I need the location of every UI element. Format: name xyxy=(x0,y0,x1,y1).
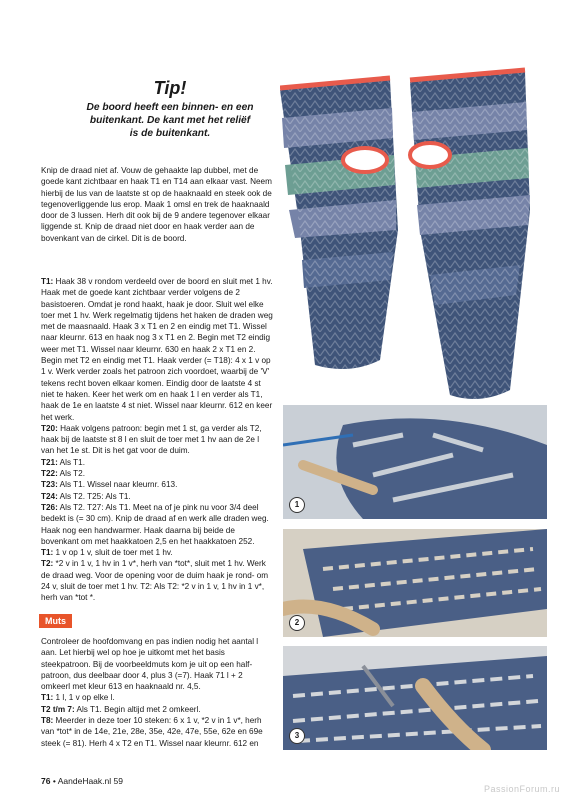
step xyxy=(41,276,274,423)
step-text: Meerder in deze toer 10 steken: 6 x 1 v, *2 v in 1 v*, herh van *tot* in de 14e, 21e, 28e, 35e, 42e, 47e, 55e, 62e en 69e steek (= 81). Herh 4 x T2 en T1. Wissel naar kleurnr. 612 en xyxy=(41,716,263,748)
page-number: 76 xyxy=(41,776,51,786)
step-label: T2 t/m 7: xyxy=(41,704,75,714)
step-label: T2: xyxy=(41,559,54,569)
tip-title: Tip! xyxy=(153,78,187,98)
step-label: T22: xyxy=(41,469,58,479)
page-footer xyxy=(41,776,123,786)
step-photo-2 xyxy=(283,529,547,637)
magazine-name: AandeHaak.nl 59 xyxy=(57,776,123,786)
step xyxy=(41,468,274,479)
step xyxy=(41,704,274,715)
tip-line: buitenkant. De kant met het reliëf xyxy=(89,115,251,126)
thumb-hole xyxy=(343,148,387,172)
crochet-closeup-1 xyxy=(283,405,547,519)
crochet-closeup-2 xyxy=(283,529,547,637)
step xyxy=(41,636,274,692)
step-label: T20: xyxy=(41,423,58,433)
watermark: PassionForum.ru xyxy=(483,784,560,794)
step-text: Als T1. Wissel naar kleurnr. 613. xyxy=(57,480,178,490)
tip-line: is de buitenkant. xyxy=(129,128,211,139)
section-tag-muts: Muts xyxy=(39,614,72,628)
step-label: T1: xyxy=(41,277,54,286)
step-text: Haak 38 v rondom verdeeld over de boord en sluit met 1 hv. Haak met de goede kant zichtbaar verder volgens de 2 basistoeren. Omdat je rond haakt, haak je door. Sluit wel elke toer met 1 hv. Werk regelmatig tijdens het haken de draden weg met de maasnaald. Haak 3 x T1 en 2 en eindig met T1. Wissel naar kleurnr. 613 en haak nog 3 x T1 en 2. Begin met T2 eindig weer met T1. Wissel naar kleurnr. 630 en haak 2 x T1 en 2. Begin met T2 en eindig met T1. Haak verder (= T18): 4 x 1 v op 1 v. Werk verder zoals het patroon zich voordoet, waarbij de 'V' tekens recht boven elkaar komen. Eindig door de laatste 4 st niet te haken. Keer het werk om en haak 1 l en verder als T1, haak de 1e en laatste 4 st niet. Wissel naar kleurnr. 612 en keer het werk. xyxy=(41,277,273,422)
step-text: 1 v op 1 v, sluit de toer met 1 hv. xyxy=(53,548,173,558)
muts-steps xyxy=(41,636,274,749)
step-badge: 3 xyxy=(289,728,305,744)
step-label: T23: xyxy=(41,480,58,490)
tip-text xyxy=(60,101,280,140)
step-text: Als T2. xyxy=(57,469,85,479)
step-photo-3 xyxy=(283,646,547,750)
step-text: Als T2. T25: Als T1. xyxy=(57,491,131,501)
step xyxy=(41,457,274,468)
handwarmers-photo xyxy=(280,60,550,420)
step-label: T1: xyxy=(41,548,54,558)
step-label: T21: xyxy=(41,457,58,467)
tip-box xyxy=(60,78,280,140)
crochet-closeup-3 xyxy=(283,646,547,750)
step-text: Als T2. T27: Als T1. Meet na of je pink nu voor 3/4 deel bedekt is (= 30 cm). Knip de draad af en werk alle draden weg. Haak nog een handwarmer. Haak daarna bij beide de bovenkant om met haakkatoen 2,5 en het haakkatoen 252. xyxy=(41,502,269,546)
step-text: 1 l, 1 v op elke l. xyxy=(53,693,115,703)
intro-text: Knip de draad niet af. Vouw de gehaakte lap dubbel, met de goede kant zichtbaar en haak T1 en T14 aan elkaar vast. Neem hierbij de lus van de laatste st op de haaknaald en steek ook de tegenoverliggende lus erop. Maak 1 omsl en trek de haaknaald door de 3 lussen. Herh dit ook bij de 9 andere tegenover elkaar liggende st. Knip de draad niet door en haak verder aan de bovenkant van de cirkel. Dit is de boord. xyxy=(41,166,272,243)
step-text: Controleer de hoofdomvang en pas indien nodig het aantal l aan. Let hierbij wel op hoe je uitkomt met het basis steekpatroon. Bij de voorbeeldmuts kom je uit op een half-patroon, dus deelbaar door 4, plus 3 (=7). Haak 71 l + 2 omkeerl met kleur 613 en haaknaald nr. 4,5. xyxy=(41,637,259,692)
step-badge: 1 xyxy=(289,497,305,513)
step-label: T8: xyxy=(41,716,54,726)
step xyxy=(41,491,274,502)
step xyxy=(41,479,274,490)
pattern-steps xyxy=(41,276,274,604)
step xyxy=(41,558,274,603)
step-text: *2 v in 1 v, 1 hv in 1 v*, herh van *tot*, sluit met 1 hv. Werk de draad weg. Voor de opening voor de duim haak je rond- om 24 v, sluit de toer met 1 hv. T2: Als T2: *2 v in 1 v, 1 hv in 1 v*, herh van *tot *. xyxy=(41,559,269,603)
tip-line: De boord heeft een binnen- en een xyxy=(86,102,254,113)
step-badge: 2 xyxy=(289,615,305,631)
step-photo-1 xyxy=(283,405,547,519)
thumb-hole xyxy=(410,143,450,167)
step-label: T24: xyxy=(41,491,58,501)
step xyxy=(41,502,274,547)
step xyxy=(41,692,274,703)
step xyxy=(41,423,274,457)
step-text: Als T1. Begin altijd met 2 omkeerl. xyxy=(74,704,201,714)
step xyxy=(41,547,274,558)
footer-bullet: • xyxy=(52,776,56,786)
step-label: T26: xyxy=(41,502,58,512)
left-handwarmer xyxy=(280,78,398,369)
step xyxy=(41,715,274,749)
intro-paragraph xyxy=(41,165,274,244)
step-text: Als T1. xyxy=(57,457,85,467)
right-handwarmer xyxy=(410,70,530,399)
step-text: Haak volgens patroon: begin met 1 st, ga verder als T2, haak bij de laatste st 8 l en sluit de toer met 1 hv aan de 2e l van het 1e st. Dit is het gat voor de duim. xyxy=(41,423,262,456)
step-label: T1: xyxy=(41,693,54,703)
